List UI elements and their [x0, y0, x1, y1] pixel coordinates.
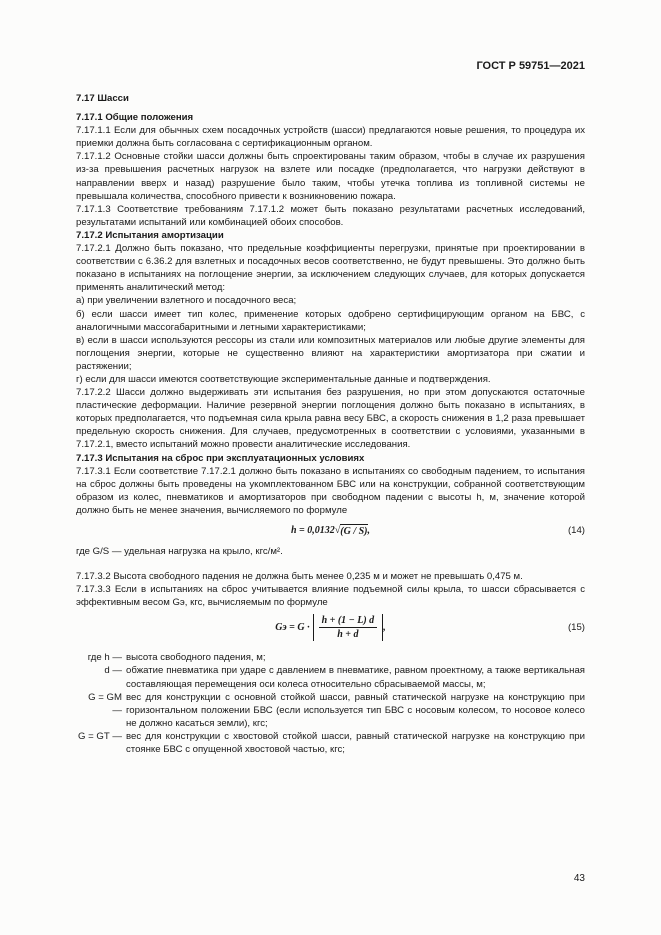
definition-item — [76, 730, 585, 756]
formula-bracket — [313, 614, 384, 641]
formula-14 — [76, 517, 585, 545]
paragraph: 7.17.2.2 Шасси должно выдерживать эти испытания без разрушения, но при этом допускаются остаточные пластические деформации. Наличие резервной энергии поглощения должно быть показано в испытаниях, в которых предполагается, что подъемная сила крыла равна весу БВС, а скорость снижения в 1,2 раза превышает предельную скорость снижения. Для случаев, предусмотренных в соответствии с условиями, указанными в 7.17.2.1, вместо испытаний можно провести аналитические исследования. — [76, 387, 585, 451]
formula-lhs: h = 0,0132 — [291, 525, 335, 537]
fraction-denominator: h + d — [337, 628, 359, 640]
list-item: б) если шасси имеет тип колес, применение которых одобрено сертифицирующим органом на БВС, с аналогичными массогабаритными и летными характеристиками; — [76, 308, 585, 333]
definition-term: d — — [104, 665, 122, 677]
subsection-title-drop: 7.17.3 Испытания на сброс при эксплуатационных условиях — [76, 452, 365, 464]
section-title: 7.17 Шасси — [76, 93, 129, 104]
paragraph: 7.17.3.2 Высота свободного падения не должна быть менее 0,235 м и может не превышать 0,475 м. — [76, 571, 523, 583]
definition-text: вес для конструкции с хвостовой стойкой шасси, равный статической нагрузке на конструкцию при стоянке БВС с опущенной хвостовой частью, кгс; — [126, 730, 585, 756]
definition-item — [76, 691, 585, 730]
definition-term: G = GМ — — [88, 691, 122, 716]
definition-term: где h — — [87, 652, 122, 664]
definitions-list — [76, 651, 585, 756]
page-content — [76, 92, 585, 756]
formula-tail: , — [367, 525, 370, 537]
list-item: в) если в шасси используются рессоры из стали или композитных материалов или любые другие элементы для поглощения энергии, которые не существенно влияют на характеристики амортизатора при сжатии и растяжении; — [76, 334, 585, 372]
definition-text: обжатие пневматика при ударе с давлением в пневматике, равном проектному, а также вертикальная составляющая перемещения оси колеса относительно сбрасываемой массы, м; — [126, 665, 585, 690]
paragraph: 7.17.3.3 Если в испытаниях на сброс учитывается влияние подъемной силы крыла, то шасси сбрасывается с эффективным весом Gэ, кгс, вычисляемым по формуле — [76, 584, 585, 609]
definition-term: G = GТ — — [78, 730, 122, 742]
paragraph: 7.17.1.1 Если для обычных схем посадочных устройств (шасси) предлагаются новые решения, то процедура их приемки должна быть согласована с сертификационным органом. — [76, 125, 585, 150]
formula-number: (15) — [567, 621, 585, 633]
formula-explanation: где G/S — удельная нагрузка на крыло, кгс/м². — [76, 546, 283, 557]
sqrt-symbol: √ — [334, 525, 341, 537]
definition-item — [76, 664, 585, 690]
subsection-title-shock: 7.17.2 Испытания амортизации — [76, 229, 224, 241]
formula-lhs: Gэ = G · — [275, 621, 310, 633]
formula-radicand: (G / S) — [340, 525, 368, 537]
paragraph: 7.17.1.2 Основные стойки шасси должны быть спроектированы таким образом, чтобы в случае их разрушения из-за превышения расчетных нагрузок на взлете или посадке (предполагается, что нагрузки действуют в направлении вверх и назад) разрушение было таким, чтобы утечка топлива из топливной системы не превышала количества, способного привести к возникновению пожара. — [76, 151, 585, 202]
formula-tail: , — [383, 621, 386, 633]
formula-number: (14) — [567, 525, 585, 537]
page-number: 43 — [573, 873, 585, 884]
subsection-title-general: 7.17.1 Общие положения — [76, 112, 194, 124]
fraction-numerator: h + (1 − L) d — [319, 614, 378, 628]
list-item: а) при увеличении взлетного и посадочного веса; — [76, 295, 297, 307]
paragraph: 7.17.2.1 Должно быть показано, что предельные коэффициенты перегрузки, принятые при проектировании в соответствии с 6.36.2 для взлетных и посадочных весов соответственно, не будут превышены. Это должно быть показано в испытаниях на поглощение энергии, за исключением следующих случаев, для которых допускается применять аналитический метод: — [76, 243, 585, 294]
definition-text: вес для конструкции с основной стойкой шасси, равный статической нагрузке на конструкцию при горизонтальном положении БВС (если используется тип БВС с носовым колесом, то носовое колесо не должно касаться земли), кгс; — [126, 691, 585, 729]
list-item: г) если для шасси имеются соответствующие экспериментальные данные и подтверждения. — [76, 373, 491, 385]
paragraph: 7.17.1.3 Соответствие требованиям 7.17.1.2 может быть показано результатами расчетных исследований, результатами испытаний или комбинацией обоих способов. — [76, 203, 585, 228]
definition-item — [76, 651, 585, 664]
formula-15 — [76, 609, 585, 645]
formula-fraction — [319, 614, 378, 641]
definition-text: высота свободного падения, м; — [126, 652, 266, 664]
document-id: ГОСТ Р 59751—2021 — [476, 60, 585, 72]
paragraph: 7.17.3.1 Если соответствие 7.17.2.1 должно быть показано в испытаниях со свободным падением, то испытания на сброс должны быть проведены на укомплектованном БВС или на конструкции, собранной соответствующим образом из колес, пневматиков и амортизаторов при свободном падении с высоты h, м, значение которой должно быть не менее значения, вычисляемого по формуле — [76, 465, 585, 516]
